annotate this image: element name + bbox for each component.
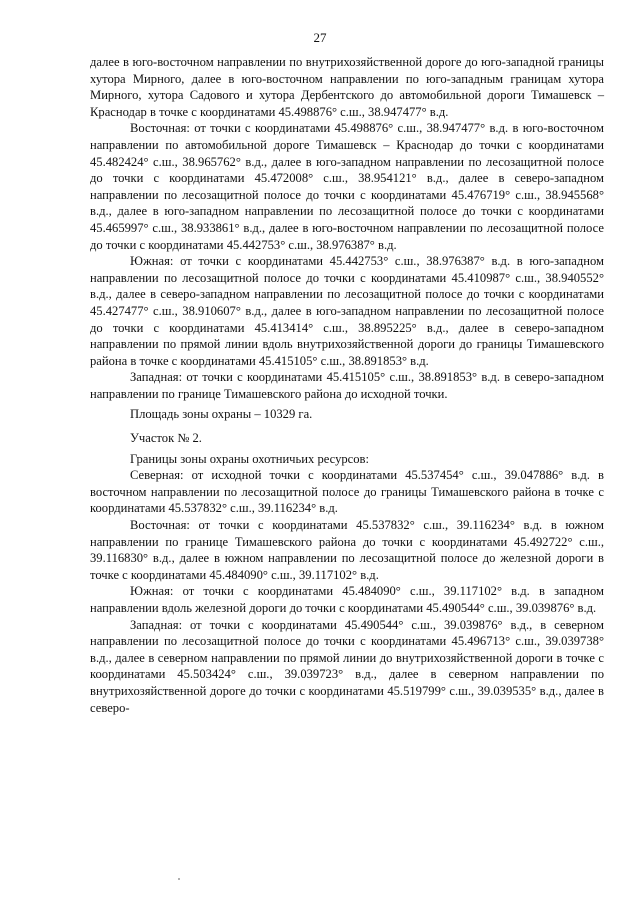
paragraph-east-boundary-1: Восточная: от точки с координатами 45.498876° с.ш., 38.947477° в.д. в юго-восточном направлении по автомобильной дороге Тимашевск – Краснодар до точки с координатами 45.482424° с.ш., 38.965762° в.д., далее в юго-западном направлении по лесозащитной полосе до точки с координатами 45.472008° с.ш., 38.954121° в.д., далее в северо-западном направлении по лесозащитной полосе до точки с координатами 45.476719° с.ш., 38.945568° в.д., далее в юго-западном направлении по лесозащитной полосе до точки с координатами 45.465997° с.ш., 38.933861° в.д., далее в юго-восточном направлении по лесозащитной полосе до точки с координатами 45.442753° с.ш., 38.976387° в.д. — [90, 121, 604, 252]
scan-speck — [178, 878, 180, 880]
paragraph-east-boundary-2: Восточная: от точки с координатами 45.537832° с.ш., 39.116234° в.д. в южном направлении по границе Тимашевского района до точки с координатами 45.492722° с.ш., 39.116830° в.д., далее в южном направлении по лесозащитной полосе до железной дороги в точке с координатами 45.484090° с.ш., 39.117102° в.д. — [90, 518, 604, 582]
paragraph-west-boundary-1: Западная: от точки с координатами 45.415105° с.ш., 38.891853° в.д. в северо-западном направлении по границе Тимашевского района до исходной точки. — [90, 370, 604, 401]
paragraph-area: Площадь зоны охраны – 10329 га. — [130, 407, 313, 422]
page-number: 27 — [313, 30, 327, 45]
document-body — [90, 54, 604, 716]
paragraph-boundaries-heading: Границы зоны охраны охотничьих ресурсов: — [130, 451, 369, 466]
paragraph-south-boundary-1: Южная: от точки с координатами 45.442753° с.ш., 38.976387° в.д. в юго-западном направлении по лесозащитной полосе до точки с координатами 45.410987° с.ш., 38.940552° в.д., далее в северо-западном направлении по лесозащитной полосе до точки с координатами 45.427477° с.ш., 38.910607° в.д., далее в юго-западном направлении по лесозащитной полосе до точки с координатами 45.413414° с.ш., 38.895225° в.д., далее в северо-западном направлении по прямой линии вдоль внутрихозяйственной дороги до границы Тимашевского района в точке с координатами 45.415105° с.ш., 38.891853° в.д. — [90, 254, 604, 368]
paragraph-continuation: далее в юго-восточном направлении по внутрихозяйственной дороге до юго-западной границы хутора Мирного, далее в юго-восточном направлении по юго-западным границам хутора Мирного, хутора Садового и хутора Дербентского до автомобильной дороги Тимашевск – Краснодар в точке с координатами 45.498876° с.ш., 38.947477° в.д. — [90, 55, 604, 119]
paragraph-north-boundary-2: Северная: от исходной точки с координатами 45.537454° с.ш., 39.047886° в.д. в восточном направлении по лесозащитной полосе до границы Тимашевского района в точке с координатами 45.537832° с.ш., 39.116234° в.д. — [90, 468, 604, 516]
paragraph-west-boundary-2: Западная: от точки с координатами 45.490544° с.ш., 39.039876° в.д., в северном направлении по лесозащитной полосе до точки с координатами 45.496713° с.ш., 39.039738° в.д., далее в северном направлении по прямой линии до внутрихозяйственной дороги в точке с координатами 45.503424° с.ш., 39.039723° в.д., далее в северном направлении по внутрихозяйственной дороге до точки с координатами 45.519799° с.ш., 39.039535° в.д., далее в северо- — [90, 617, 604, 715]
paragraph-section-2: Участок № 2. — [130, 431, 202, 446]
paragraph-south-boundary-2: Южная: от точки с координатами 45.484090° с.ш., 39.117102° в.д. в западном направлении вдоль железной дороги до точки с координатами 45.490544° с.ш., 39.039876° в.д. — [90, 584, 604, 615]
